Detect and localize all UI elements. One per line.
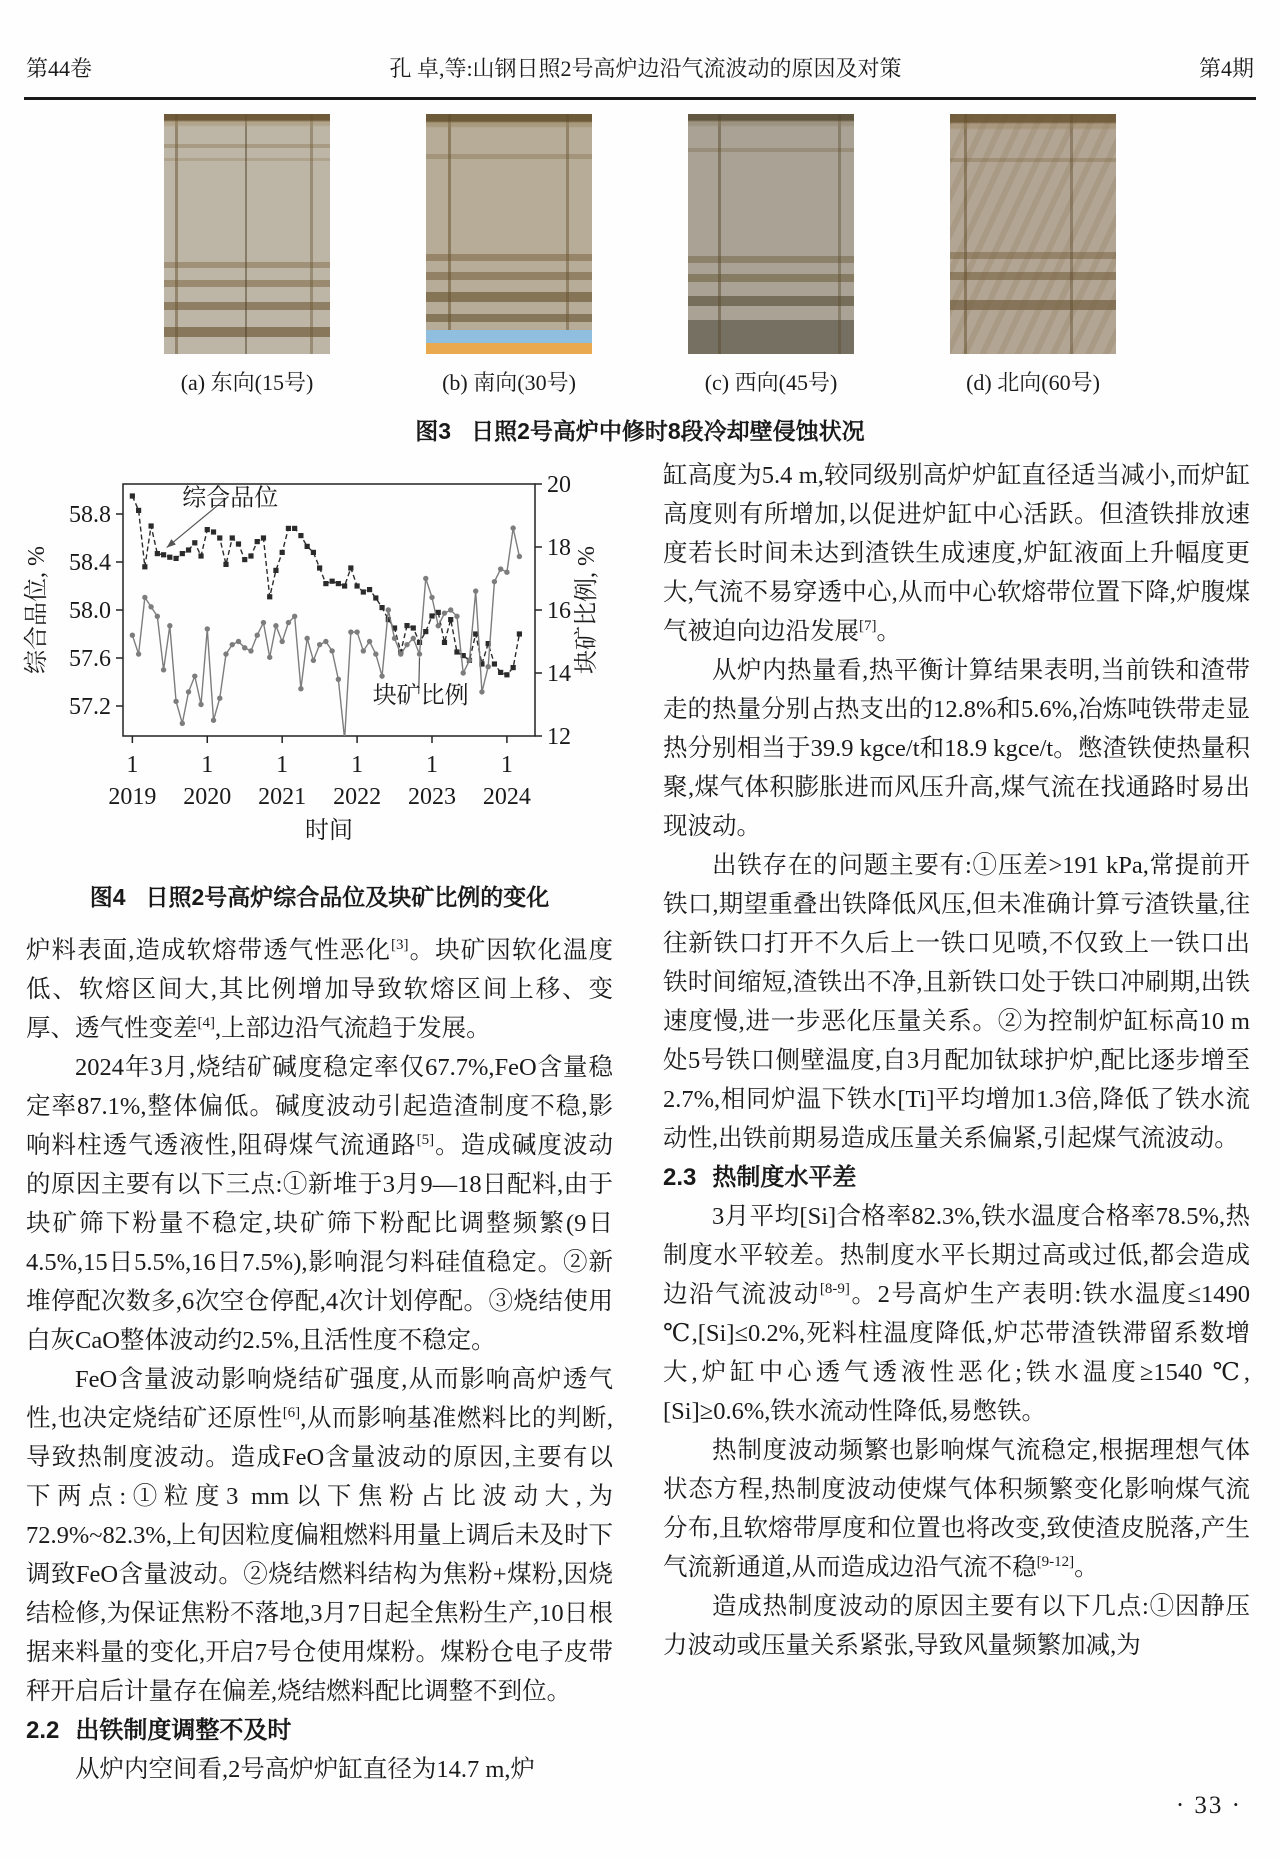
svg-text:1: 1 bbox=[201, 752, 214, 778]
section-heading-2-3: 2.3 热制度水平差 bbox=[663, 1164, 857, 1191]
paragraph: 从炉内热量看,热平衡计算结果表明,当前铁和渣带走的热量分别占热支出的12.8%和5.6%,冶炼吨铁带走显热分别相当于39.9 kgce/t和18.9 kgce/t。憋渣铁使热量积聚,煤气体积膨胀进而风压升高,煤气流在找通路时易出现波动。 bbox=[663, 657, 1250, 840]
figure4-caption bbox=[26, 878, 613, 917]
cooling-wall-photo-north bbox=[950, 114, 1116, 354]
issue-label: 第4期 bbox=[1198, 56, 1254, 81]
header-rule bbox=[24, 97, 1256, 100]
paragraph: 3月平均[Si]合格率82.3%,铁水温度合格率78.5%,热制度水平较差。热制度水平长期过高或过低,都会造成边沿气流波动[8-9]。2号高炉生产表明:铁水温度≤1490 ℃,[Si]≤0.2%,死料柱温度降低,炉芯带渣铁滞留系数增大,炉缸中心透气透液性恶化;铁水温度≥1540 ℃,[Si]≥0.6%,铁水流动性降低,易憋铁。 bbox=[663, 1203, 1250, 1425]
figure4-caption-text: 日照2号高炉综合品位及块矿比例的变化 bbox=[145, 884, 550, 910]
paragraph: 2024年3月,烧结矿碱度稳定率仅67.7%,FeO含量稳定率87.1%,整体偏低。碱度波动引起造渣制度不稳,影响料柱透气透液性,阻碍煤气流通路[5]。造成碱度波动的原因主要有以下三点:①新堆于3月9—18日配料,由于块矿筛下粉量不稳定,块矿筛下粉配比调整频繁(9日4.5%,15日5.5%,16日7.5%),影响混匀料硅值稳定。②新堆停配次数多,6次空仓停配,4次计划停配。③烧结使用白灰CaO整体波动约2.5%,且活性度不稳定。 bbox=[26, 1054, 614, 1354]
svg-text:综合品位, %: 综合品位, % bbox=[24, 546, 50, 674]
svg-text:2024: 2024 bbox=[482, 784, 531, 810]
citation-ref: [8-9] bbox=[819, 1280, 850, 1297]
photo-cell-b bbox=[426, 114, 592, 397]
volume-label: 第44卷 bbox=[26, 56, 93, 81]
photo-cell-a bbox=[164, 114, 330, 397]
left-column bbox=[26, 456, 613, 1789]
paragraph: 出铁存在的问题主要有:①压差>191 kPa,常提前开铁口,期望重叠出铁降低风压,但未准确计算亏渣铁量,往往新铁口打开不久后上一铁口见喷,不仅致上一铁口出铁时间缩短,渣铁出不净,且新铁口处于铁口冲刷期,出铁速度慢,进一步恶化压量关系。②为控制炉缸标高10 m处5号铁口侧壁温度,自3月配加钛球护炉,配比逐步增至2.7%,相同炉温下铁水[Ti]平均增加1.3倍,降低了铁水流动性,出铁前期易造成压量关系偏紧,引起煤气流波动。 bbox=[663, 852, 1250, 1152]
citation-ref: [6] bbox=[282, 1404, 301, 1421]
photo-caption-a: (a) 东向(15号) bbox=[180, 370, 314, 395]
photo-color-band bbox=[426, 330, 592, 354]
svg-text:58.8: 58.8 bbox=[69, 502, 111, 528]
figure3-caption-text: 日照2号高炉中修时8段冷却壁侵蚀状况 bbox=[471, 418, 865, 444]
paragraph: 热制度波动频繁也影响煤气流稳定,根据理想气体状态方程,热制度波动使煤气体积频繁变化影响煤气流分布,且软熔带厚度和位置也将改变,致使渣皮脱落,产生气流新通道,从而造成边沿气流不稳[9-12]。 bbox=[663, 1437, 1250, 1581]
section-heading-2-2: 2.2 出铁制度调整不及时 bbox=[26, 1717, 292, 1744]
photo-cell-c bbox=[688, 114, 854, 397]
right-column bbox=[663, 456, 1250, 1665]
svg-text:1: 1 bbox=[126, 752, 139, 778]
running-title: 孔 卓,等:山钢日照2号高炉边沿气流波动的原因及对策 bbox=[389, 56, 902, 81]
photo-caption-d: (d) 北向(60号) bbox=[966, 370, 1100, 395]
citation-ref: [3] bbox=[391, 936, 409, 953]
cooling-wall-photo-east bbox=[164, 114, 330, 354]
citation-ref: [4] bbox=[197, 1014, 215, 1031]
svg-text:2021: 2021 bbox=[258, 784, 307, 810]
svg-text:块矿比例, %: 块矿比例, % bbox=[574, 546, 600, 674]
svg-text:1: 1 bbox=[426, 752, 438, 778]
paragraph: 缸高度为5.4 m,较同级别高炉炉缸直径适当减小,而炉缸高度则有所增加,以促进炉缸中心活跃。但渣铁排放速度若长时间未达到渣铁生成速度,炉缸液面上升幅度更大,气流不易穿透中心,从而中心软熔带位置下降,炉腹煤气被迫向边沿发展[7]。 bbox=[663, 462, 1250, 645]
cooling-wall-photo-west bbox=[688, 114, 854, 354]
paragraph: 从炉内空间看,2号高炉炉缸直径为14.7 m,炉 bbox=[75, 1756, 536, 1783]
paragraph: FeO含量波动影响烧结矿强度,从而影响高炉透气性,也决定烧结矿还原性[6],从而影响基准燃料比的判断,导致热制度波动。造成FeO含量波动的原因,主要有以下两点:①粒度3 mm以下焦粉占比波动大,为72.9%~82.3%,上旬因粒度偏粗燃料用量上调后未及时下调致FeO含量波动。②烧结燃料结构为焦粉+煤粉,因烧结检修,为保证焦粉不落地,3月7日起全焦粉生产,10日根据来料量的变化,开启7号仓使用煤粉。煤粉仓电子皮带秤开启后计量存在偏差,烧结燃料配比调整不到位。 bbox=[26, 1366, 614, 1705]
page-number: · 33 · bbox=[1175, 1792, 1242, 1819]
svg-text:16: 16 bbox=[547, 598, 571, 624]
svg-text:综合品位: 综合品位 bbox=[182, 485, 279, 512]
dual-axis-line-chart bbox=[18, 460, 618, 848]
figure3-photos bbox=[0, 114, 1280, 397]
page-header bbox=[0, 0, 1280, 83]
svg-text:1: 1 bbox=[276, 752, 289, 778]
figure4-chart bbox=[18, 460, 613, 860]
svg-text:2022: 2022 bbox=[333, 784, 382, 810]
figure4-caption-label: 图4 bbox=[89, 884, 126, 910]
svg-text:20: 20 bbox=[547, 472, 571, 498]
two-column-body bbox=[0, 456, 1280, 1789]
citation-ref: [5] bbox=[416, 1131, 435, 1148]
svg-text:2020: 2020 bbox=[183, 784, 232, 810]
svg-text:1: 1 bbox=[500, 752, 513, 778]
photo-caption-c: (c) 西向(45号) bbox=[704, 370, 838, 395]
svg-text:1: 1 bbox=[351, 752, 364, 778]
figure3-caption bbox=[0, 413, 1280, 446]
svg-text:58.0: 58.0 bbox=[69, 598, 111, 624]
cooling-wall-photo-south bbox=[426, 114, 592, 354]
photo-caption-b: (b) 南向(30号) bbox=[442, 370, 576, 395]
svg-text:时间: 时间 bbox=[305, 818, 353, 844]
paragraph: 炉料表面,造成软熔带透气性恶化[3]。块矿因软化温度低、软熔区间大,其比例增加导致软熔区间上移、变厚、透气性变差[4],上部边沿气流趋于发展。 bbox=[26, 936, 614, 1042]
svg-text:14: 14 bbox=[547, 661, 571, 687]
svg-text:58.4: 58.4 bbox=[69, 550, 111, 576]
svg-text:18: 18 bbox=[547, 535, 571, 561]
figure3-caption-label: 图3 bbox=[415, 418, 452, 444]
citation-ref: [7] bbox=[859, 617, 877, 634]
svg-text:2023: 2023 bbox=[408, 784, 456, 810]
paragraph: 造成热制度波动的原因主要有以下几点:①因静压力波动或压量关系紧张,导致风量频繁加减,为 bbox=[663, 1593, 1250, 1659]
svg-text:57.2: 57.2 bbox=[69, 694, 111, 720]
svg-text:57.6: 57.6 bbox=[69, 646, 111, 672]
photo-cell-d bbox=[950, 114, 1116, 397]
svg-text:12: 12 bbox=[547, 724, 571, 750]
citation-ref: [9-12] bbox=[1036, 1553, 1075, 1570]
svg-text:2019: 2019 bbox=[108, 784, 157, 810]
svg-text:块矿比例: 块矿比例 bbox=[372, 682, 469, 709]
